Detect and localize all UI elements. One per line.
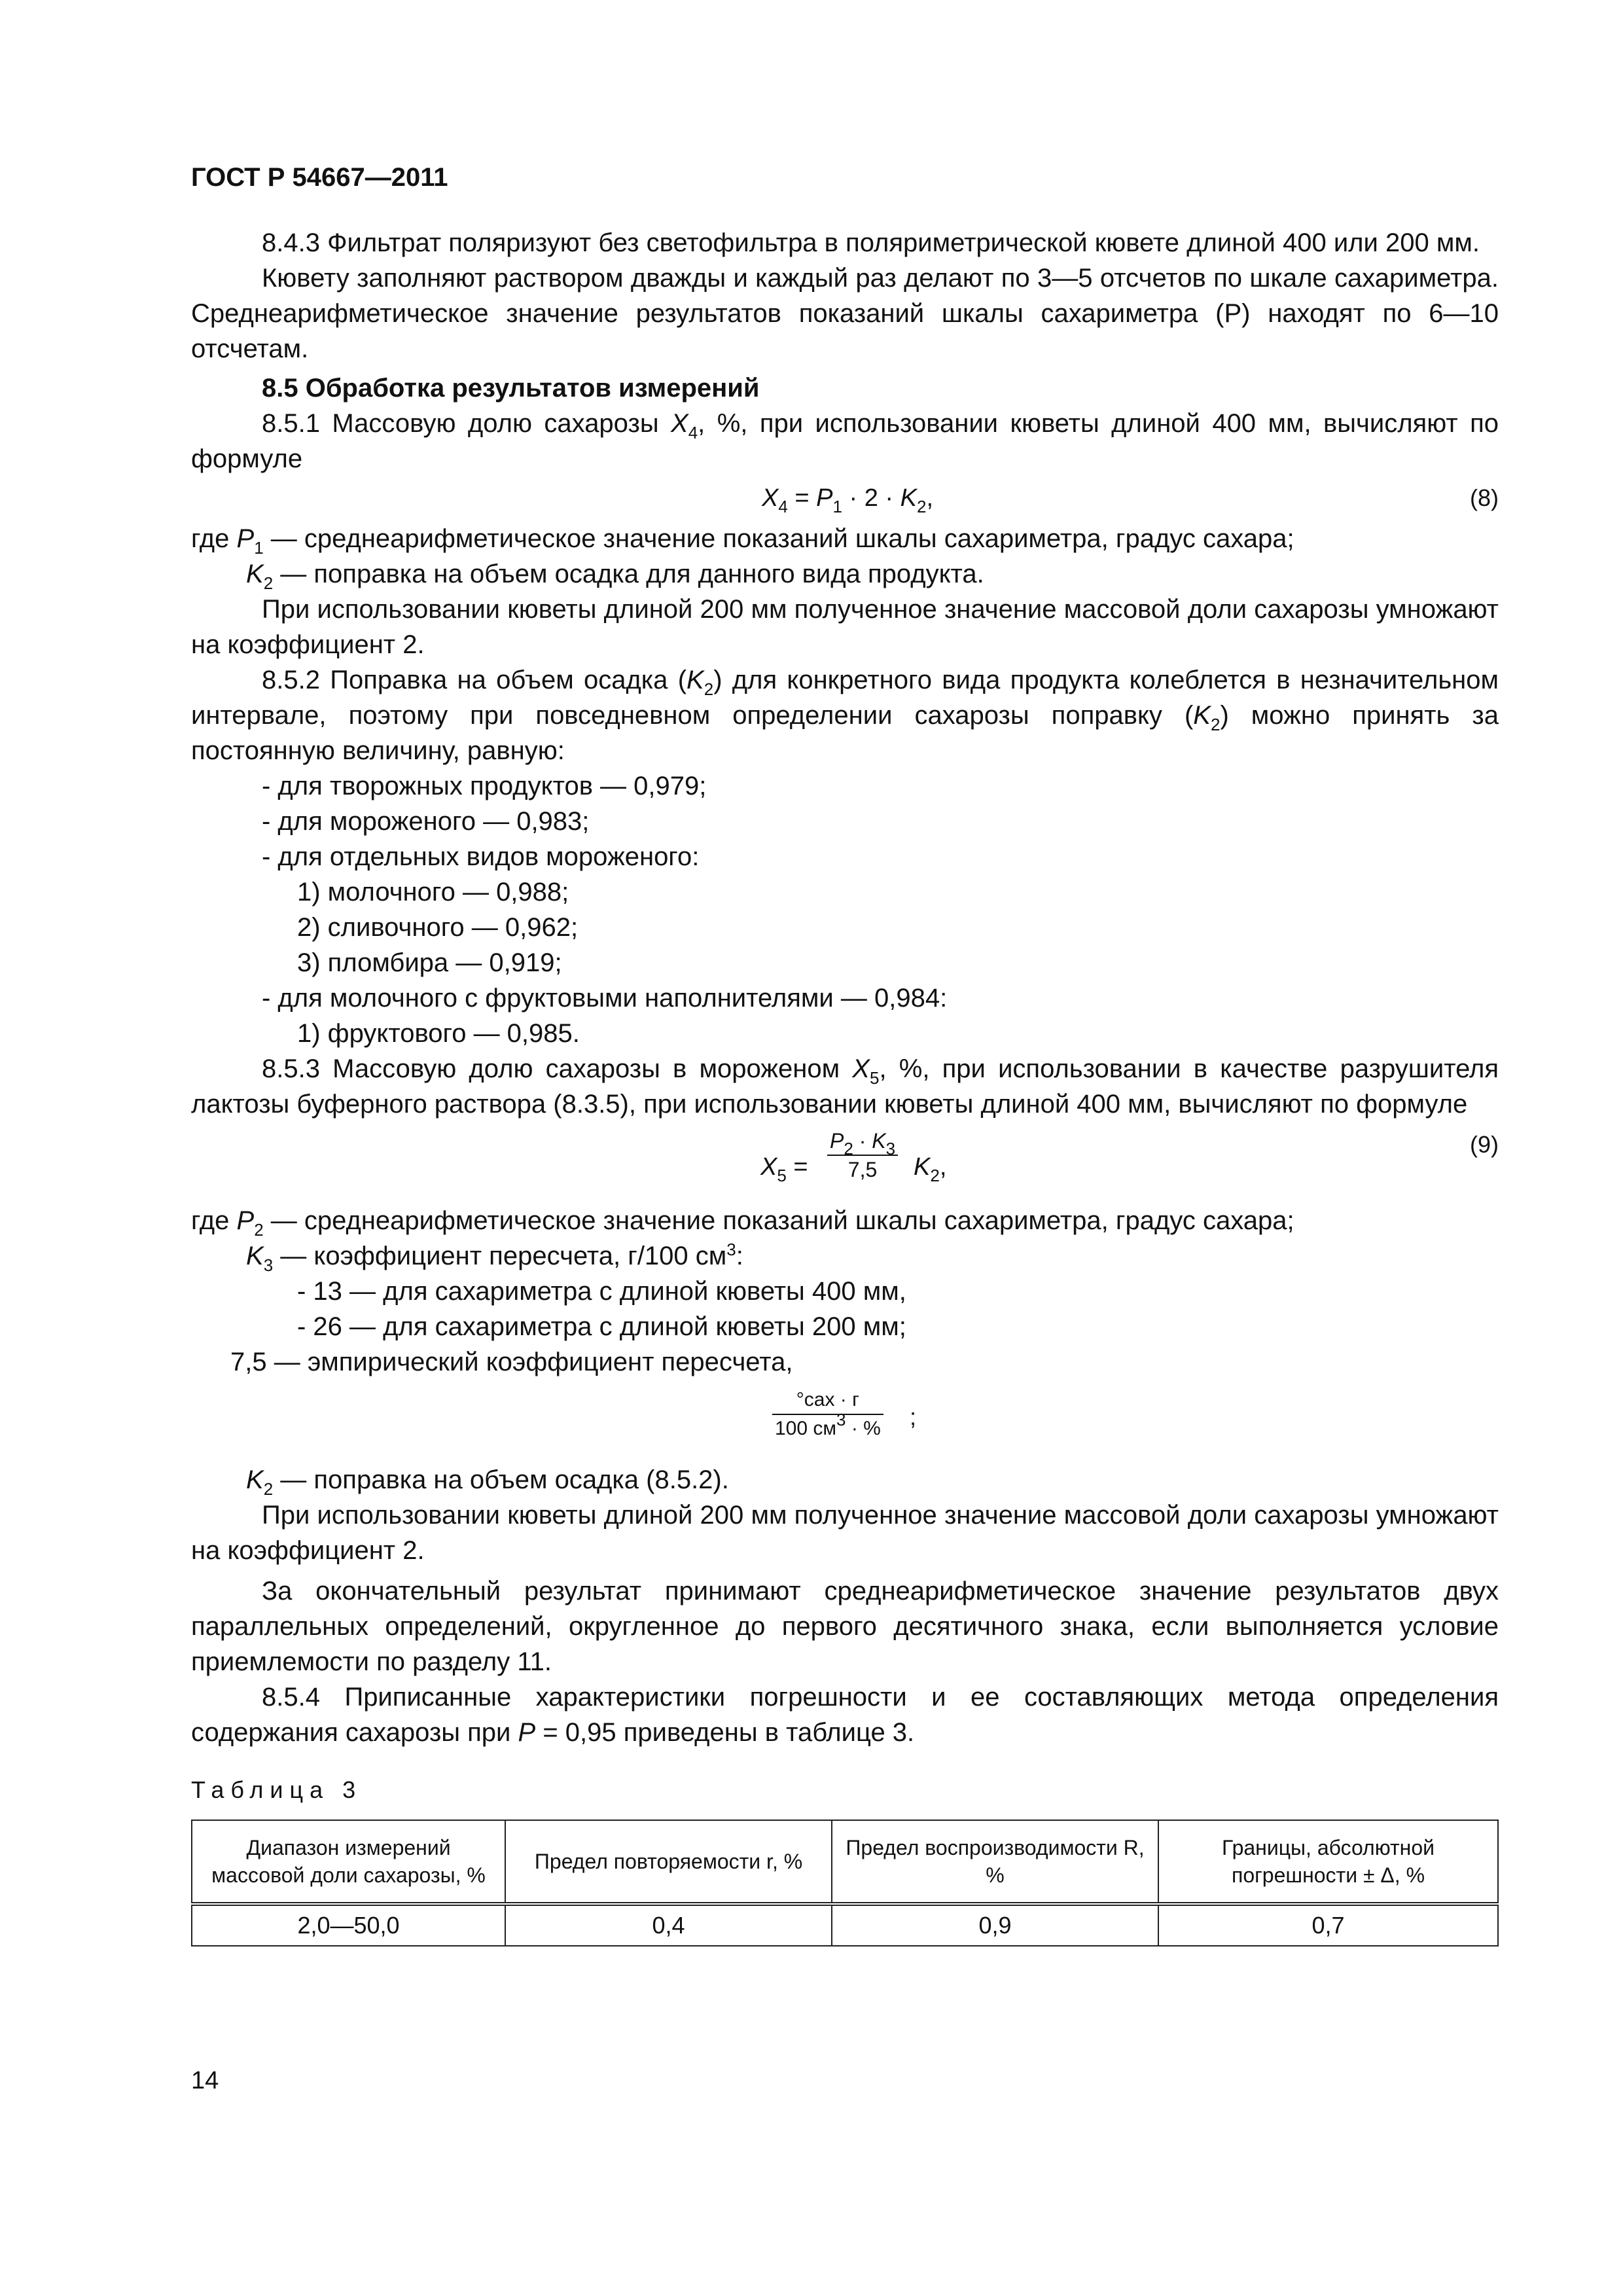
- formula-9-rhs: $K_2$,: [914, 1153, 947, 1185]
- unit-denominator: 100 $см^3$ · %: [775, 1410, 881, 1439]
- table-header-cell: Предел воспроизводимости R, %: [832, 1820, 1158, 1904]
- where-k2: $K_2$ — поправка на объем осадка для данного вида продукта.: [246, 560, 984, 593]
- paragraph-8-5-3-final-result: За окончательный результат принимают среднеарифметическое значение результатов двух параллельных определений, округленное до первого десятичного знака, если выполняется условие приемлемости по разделу 11.: [191, 1577, 1499, 1676]
- table-cell: 0,4: [505, 1904, 832, 1946]
- formula-9: [191, 1127, 1499, 1203]
- formula-9-numerator: $P_2 \cdot K_3$: [827, 1127, 898, 1156]
- unit-numerator: °сах · г: [772, 1386, 883, 1415]
- where-k3: $K_3$ — коэффициент пересчета, г/100 $см^3$:: [246, 1240, 743, 1275]
- formula-8: [191, 476, 1499, 521]
- where-k3-value-200: - 26 — для сахариметра с длиной кюветы 200 мм;: [297, 1312, 906, 1341]
- unit-semicolon: ;: [910, 1403, 917, 1430]
- formula-9-number: (9): [1470, 1131, 1499, 1158]
- where-k2-sediment: $K_2$ — поправка на объем осадка (8.5.2).: [246, 1465, 729, 1499]
- table-cell: 0,9: [832, 1904, 1158, 1946]
- formula-9-denominator: 7,5: [847, 1158, 878, 1181]
- paragraph-8-5-3-cuvette-200: При использовании кюветы длиной 200 мм полученное значение массовой доли сахарозы умножают на коэффициент 2.: [191, 1501, 1499, 1565]
- document-page: [191, 0, 1499, 2296]
- paragraph-8-4-3: 8.4.3 Фильтрат поляризуют без светофильтра в поляриметрической кювете длиной 400 или 200 мм.: [262, 228, 1480, 257]
- formula-9-lhs: $X_5$ =: [760, 1153, 808, 1185]
- table-row: [192, 1904, 1498, 1946]
- table-cell: 2,0—50,0: [192, 1904, 505, 1946]
- formula-8-expression: $X_4 = P_1 \cdot 2 \cdot K_2$,: [762, 484, 934, 516]
- paragraph-8-5-3: 8.5.3 Массовую долю сахарозы в мороженом $X_5$, %, при использовании в качестве разрушителя лактозы буферного раствора (8.3.5), при использовании кюветы длиной 400 мм, вычисляют по формуле: [191, 1054, 1499, 1119]
- list-subitem: 1) молочного — 0,988;: [297, 878, 569, 906]
- where-7-5: 7,5 — эмпирический коэффициент пересчета,: [230, 1348, 793, 1376]
- paragraph-8-5-4: 8.5.4 Приписанные характеристики погрешности и ее составляющих метода определения содержания сахарозы при P = 0,95 приведены в таблице 3.: [191, 1683, 1499, 1747]
- list-item: - для молочного с фруктовыми наполнителями — 0,984:: [262, 984, 948, 1013]
- paragraph-8-4-3-cuvette: Кювету заполняют раствором дважды и каждый раз делают по 3—5 отсчетов по шкале сахариметра. Среднеарифметическое значение результатов показаний шкалы сахариметра (Р) находят по 6—10 отсчетам.: [191, 264, 1499, 363]
- where-p2: где $P_2$ — среднеарифметическое значение показаний шкалы сахариметра, градус сахара;: [191, 1206, 1294, 1240]
- page-number: 14: [191, 2067, 219, 2094]
- table-caption: Таблица 3: [191, 1776, 363, 1803]
- list-subitem: 2) сливочного — 0,962;: [297, 913, 579, 942]
- list-subitem: 3) пломбира — 0,919;: [297, 948, 562, 977]
- where-p1: где $P_1$ — среднеарифметическое значение показаний шкалы сахариметра, градус сахара;: [191, 524, 1294, 558]
- list-item: - для мороженого — 0,983;: [262, 807, 590, 836]
- table-header-row: [192, 1820, 1498, 1904]
- table-3: [191, 1820, 1499, 1946]
- unit-formula: [191, 1386, 1499, 1454]
- paragraph-8-5-1: 8.5.1 Массовую долю сахарозы $X_4$, %, при использовании кюветы длиной 400 мм, вычисляют по формуле: [191, 409, 1499, 473]
- document-body: [191, 225, 1499, 1946]
- table-header-cell: Предел повторяемости r, %: [505, 1820, 832, 1904]
- list-item: - для творожных продуктов — 0,979;: [262, 772, 707, 800]
- table-header-cell: Границы, абсолютной погрешности ± Δ, %: [1158, 1820, 1498, 1904]
- unit-fraction: [772, 1386, 883, 1443]
- table-header-cell: Диапазон измерений массовой доли сахарозы, %: [192, 1820, 505, 1904]
- list-item: - для отдельных видов мороженого:: [262, 842, 700, 871]
- paragraph-8-5-2: 8.5.2 Поправка на объем осадка $(K_2)$ для конкретного вида продукта колеблется в незначительном интервале, поэтому при повседневном определении сахарозы поправку $(K_2)$ можно принять за постоянную величину, равную:: [191, 666, 1499, 765]
- formula-9-fraction: [827, 1127, 898, 1183]
- where-k3-value-400: - 13 — для сахариметра с длиной кюветы 400 мм,: [297, 1277, 906, 1306]
- list-subitem: 1) фруктового — 0,985.: [297, 1019, 580, 1048]
- paragraph-8-5-1-cuvette-200: При использовании кюветы длиной 200 мм полученное значение массовой доли сахарозы умножают на коэффициент 2.: [191, 595, 1499, 659]
- section-heading-8-5: 8.5 Обработка результатов измерений: [262, 374, 760, 403]
- formula-8-number: (8): [1470, 484, 1499, 511]
- document-header: ГОСТ Р 54667—2011: [191, 163, 448, 192]
- table-cell: 0,7: [1158, 1904, 1498, 1946]
